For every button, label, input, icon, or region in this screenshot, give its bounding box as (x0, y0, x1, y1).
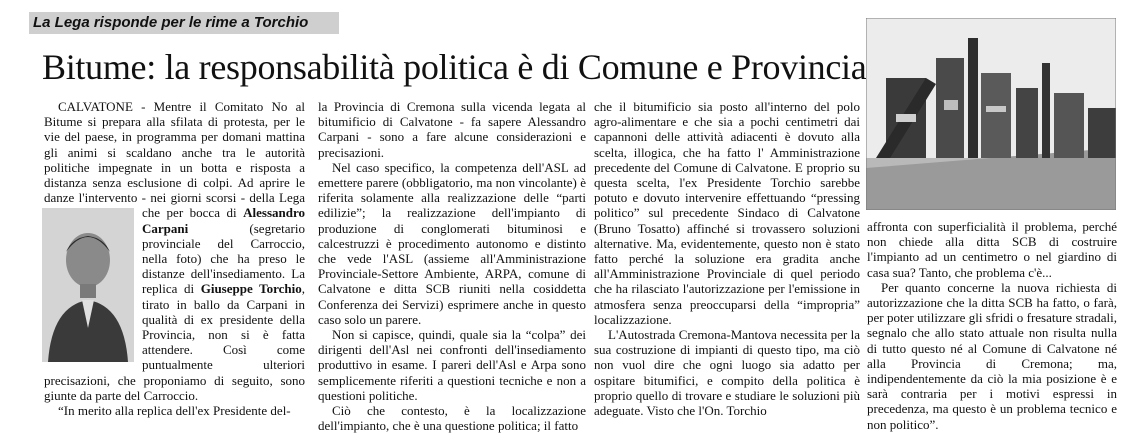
article-column-4 (867, 219, 1117, 432)
col2-paragraph-1: la Provincia di Cremona sulla vicenda legata al bitumificio di Calvatone - fa sapere Alessandro Carpani - sono a fare alcune considerazioni e precisazioni. (318, 99, 586, 160)
col3-paragraph-1: che il bitumificio sia posto all'interno del polo agro-alimentare e che sia a pochi centimetri dai capannoni delle attività adiacenti è dovuto alla scelta, illogica, che ha fatto l' Amministrazione precedente del Comune di Calvatone. E proprio su questa scelta, l'ex Presidente Torchio sarebbe potuto e dovuto intervenire effettuando “pressing politico” sul precedente Sindaco di Calvatone (Bruno Tosatto) affinché si trovassero soluzioni alternative. Ma, evidentemente, questo non è stato fatto perché la soluzione era gradita anche all'Amministrazione Provinciale di quel periodo che ha rilasciato l'autorizzazione per l'emissione in atmosfera senza preoccuparsi della “impropria” localizzazione. (594, 99, 860, 327)
col1-text-intro: CALVATONE - Mentre il Comitato No al Bitume si prepara alla sfilata di protesta, per le vie del paese, in programma per domani mattina gli animi si scaldano anche tra le autorità politiche impegnate in un botta e risposta a distanza senza esclusione di colpi. Ad aprire le danze l'intervento - nei giorni scorsi - della Lega che per bocca di (44, 99, 305, 221)
torchio-name: Giuseppe Torchio (200, 281, 302, 297)
headline: Bitume: la responsabilità politica è di Comune e Provincia (42, 47, 867, 87)
col1-text-end: , tirato in ballo da Carpani in qualità di ex presidente della Provincia, non si è fatta attendere. Così come puntualmente ulteriori precisazioni, che proponiamo di seguito, sono giunte da parte del Carroccio. (44, 281, 305, 403)
col2-paragraph-4: Ciò che contesto, è la localizzazione dell'impianto, che è una questione politica; il fatto (318, 403, 586, 433)
carpani-photo (42, 208, 134, 362)
col1-paragraph-2: “In merito alla replica dell'ex Presidente del- (58, 403, 291, 419)
carpani-name: Alessandro Carpani (142, 205, 305, 236)
kicker: La Lega risponde per le rime a Torchio (29, 12, 339, 34)
article-column-1 (44, 99, 305, 418)
article-column-2 (318, 99, 586, 433)
col2-paragraph-3: Non si capisce, quindi, quale sia la “colpa” dei dirigenti dell'Asl nei confronti dell'insediamento produttivo in esame. I pareri dell'Asl e Arpa sono semplicemente riferiti a questioni tecniche e non a questioni politiche. (318, 327, 586, 403)
col4-paragraph-1: affronta con superficialità il problema, perché non chiede alla ditta SCB di costruire l'impianto ad un centimetro o nel giardino di casa sua? Tanto, che problema c'è... (867, 219, 1117, 280)
col3-paragraph-2: L'Autostrada Cremona-Mantova necessita per la sua costruzione di impianti di questo tipo, ma ciò non vuol dire che ogni luogo sia adatto per ospitare bitumifici, e compito della politica è proprio quello di trovare e studiare le soluzioni più adeguate. Visto che l'On. Torchio (594, 327, 860, 419)
article-column-3 (594, 99, 860, 418)
col2-paragraph-2: Nel caso specifico, la competenza dell'ASL ad emettere parere (obbligatorio, ma non vincolante) è riferita solamente alla realizzazione delle “parti edilizie”; la realizzazione dell'impianto di produzione di conglomerati bituminosi e calcestruzzi è procedimento autonomo e distinto che vede l'ASL (assieme all'Amministrazione Provinciale-Settore Ambiente, ARPA, comune di Calvatone e ditta SCB riuniti nella cosiddetta Conferenza dei Servizi) esprimere anche in questo caso solo un parere. (318, 159, 586, 327)
col4-paragraph-2: Per quanto concerne la nuova richiesta di autorizzazione che la ditta SCB ha fatto, o farà, per poter utilizzare gli sfridi o fresature stradali, segnalo che allo stato attuale non risulta nulla di tutto questo né al Comune di Calvatone né alla Provincia di Cremona; ma, indipendentemente da ciò la mia posizione è e sarà contraria per i motivi espressi in precedenza, ma questo è un problema tecnico e non politico”. (867, 279, 1117, 432)
col1-text-middle: (segretario provinciale del Carroccio, nella foto) che ha preso le distanze dell'insediamento. La replica di (142, 220, 305, 297)
bitumen-plant-photo (866, 18, 1116, 210)
